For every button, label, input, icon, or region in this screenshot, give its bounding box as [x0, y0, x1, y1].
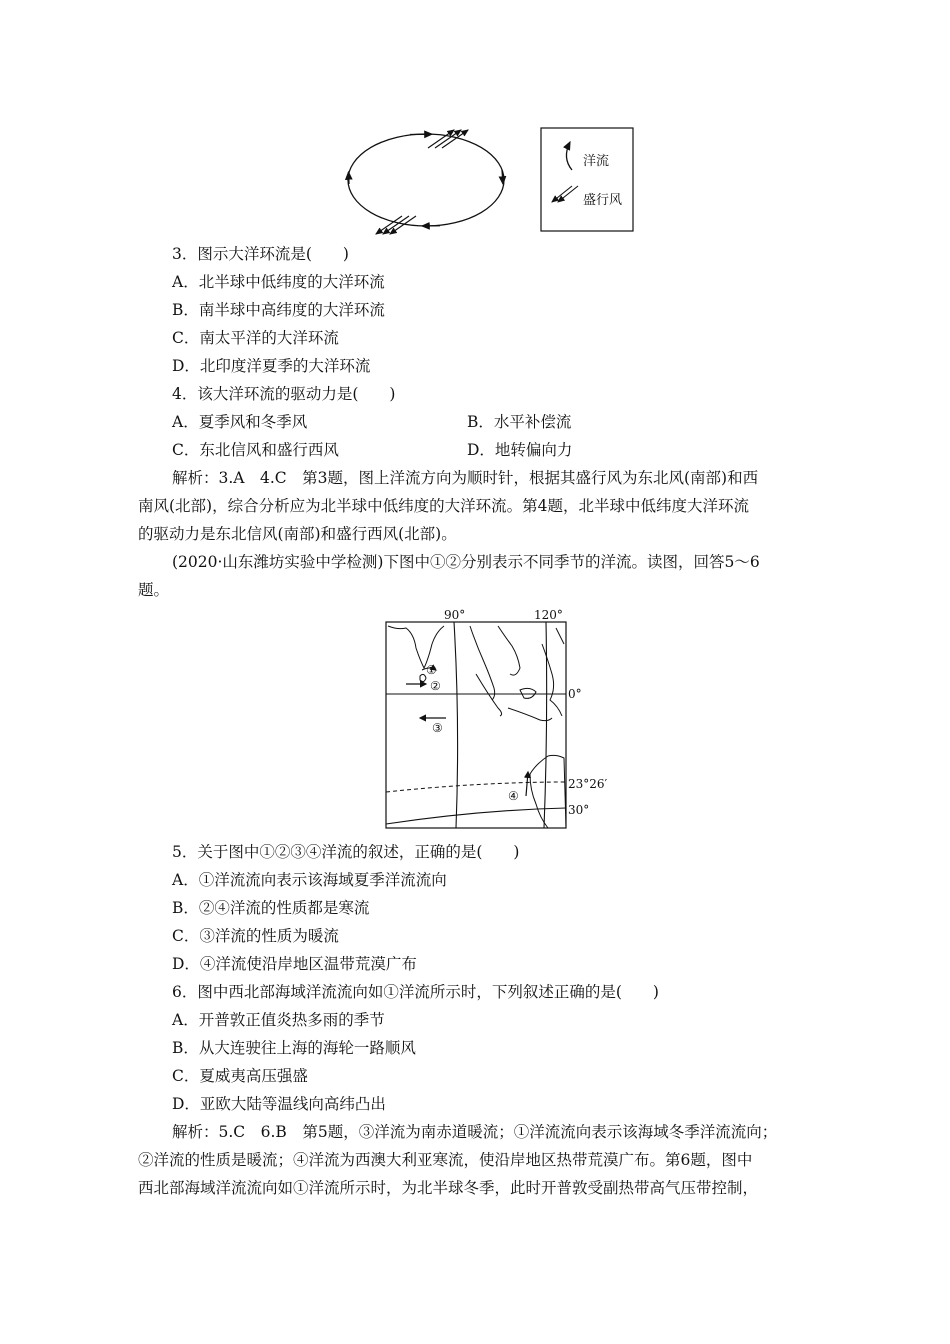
q6-option-c: C．夏威夷高压强盛 [172, 1067, 308, 1085]
analysis2-line2: ②洋流的性质是暖流；④洋流为西澳大利亚寒流，使沿岸地区热带荒漠广布。第6题，图中 [138, 1151, 753, 1169]
intro-line1: (2020·山东潍坊实验中学检测)下图中①②分别表示不同季节的洋流。读图，回答5～6 [172, 553, 760, 571]
analysis2-line3: 西北部海域洋流流向如①洋流所示时，为北半球冬季，此时开普敦受副热带高气压带控制， [138, 1179, 759, 1197]
q6-option-b: B．从大连驶往上海的海轮一路顺风 [172, 1039, 416, 1057]
tropic-line [386, 782, 566, 792]
map-lon-90: 90° [444, 608, 466, 622]
q5-option-c: C．③洋流的性质为暖流 [172, 927, 339, 945]
map-lat-tropic: 23°26′ [568, 777, 608, 791]
map-lat-0: 0° [568, 687, 582, 701]
q4-option-d: D．地转偏向力 [467, 441, 573, 459]
analysis1-line2: 南风(北部)，综合分析应为北半球中低纬度的大洋环流。第4题，北半球中低纬度大洋环流 [138, 497, 749, 515]
map-current-4-label: ④ [508, 789, 519, 803]
map-current-2-label: ② [430, 679, 441, 693]
q6-stem: 6．图中西北部海域洋流流向如①洋流所示时，下列叙述正确的是( ) [172, 983, 659, 1001]
q4-option-a: A．夏季风和冬季风 [172, 413, 308, 431]
q4-option-b: B．水平补偿流 [467, 413, 572, 431]
analysis1-line3: 的驱动力是东北信风(南部)和盛行西风(北部)。 [138, 525, 457, 543]
legend-current-icon [566, 142, 572, 170]
ocean-current-map [380, 604, 620, 832]
map-lat-30: 30° [568, 803, 590, 817]
q3-stem: 3．图示大洋环流是( ) [172, 245, 349, 263]
q3-option-b: B．南半球中高纬度的大洋环流 [172, 301, 385, 319]
q5-option-d: D．④洋流使沿岸地区温带荒漠广布 [172, 955, 417, 973]
intro-line2: 题。 [138, 581, 170, 599]
q5-option-a: A．①洋流流向表示该海域夏季洋流流向 [172, 871, 447, 889]
legend-wind-label: 盛行风 [583, 193, 623, 208]
map-current-3-label: ③ [432, 721, 443, 735]
q4-option-c: C．东北信风和盛行西风 [172, 441, 339, 459]
map-lon-120: 120° [534, 608, 563, 622]
q3-option-a: A．北半球中低纬度的大洋环流 [172, 273, 385, 291]
legend-wind-icon [552, 186, 578, 202]
current-4-arrow [526, 772, 528, 796]
analysis1-line1: 解析：3.A 4.C 第3题，图上洋流方向为顺时针，根据其盛行风为东北风(南部)和西 [172, 469, 759, 487]
q3-option-d: D．北印度洋夏季的大洋环流 [172, 357, 371, 375]
q4-stem: 4．该大洋环流的驱动力是( ) [172, 385, 396, 403]
map-current-1-label: ① [426, 663, 437, 677]
lat30-line [386, 808, 566, 824]
land-outlines [388, 626, 566, 828]
legend-current-label: 洋流 [583, 154, 610, 169]
q5-option-b: B．②④洋流的性质都是寒流 [172, 899, 370, 917]
gyre-ellipse [348, 134, 504, 226]
q6-option-d: D．亚欧大陆等温线向高纬凸出 [172, 1095, 386, 1113]
map-frame [386, 622, 566, 828]
meridian-90 [454, 622, 458, 828]
q5-stem: 5．关于图中①②③④洋流的叙述，正确的是( ) [172, 843, 520, 861]
analysis2-line1: 解析：5.C 6.B 第5题，③洋流为南赤道暖流；①洋流流向表示该海域冬季洋流流向； [172, 1123, 778, 1141]
q6-option-a: A．开普敦正值炎热多雨的季节 [172, 1011, 385, 1029]
gyre-arrow-left [349, 172, 350, 184]
legend-box [541, 128, 633, 231]
gyre-figure [340, 120, 640, 240]
q3-option-c: C．南太平洋的大洋环流 [172, 329, 339, 347]
